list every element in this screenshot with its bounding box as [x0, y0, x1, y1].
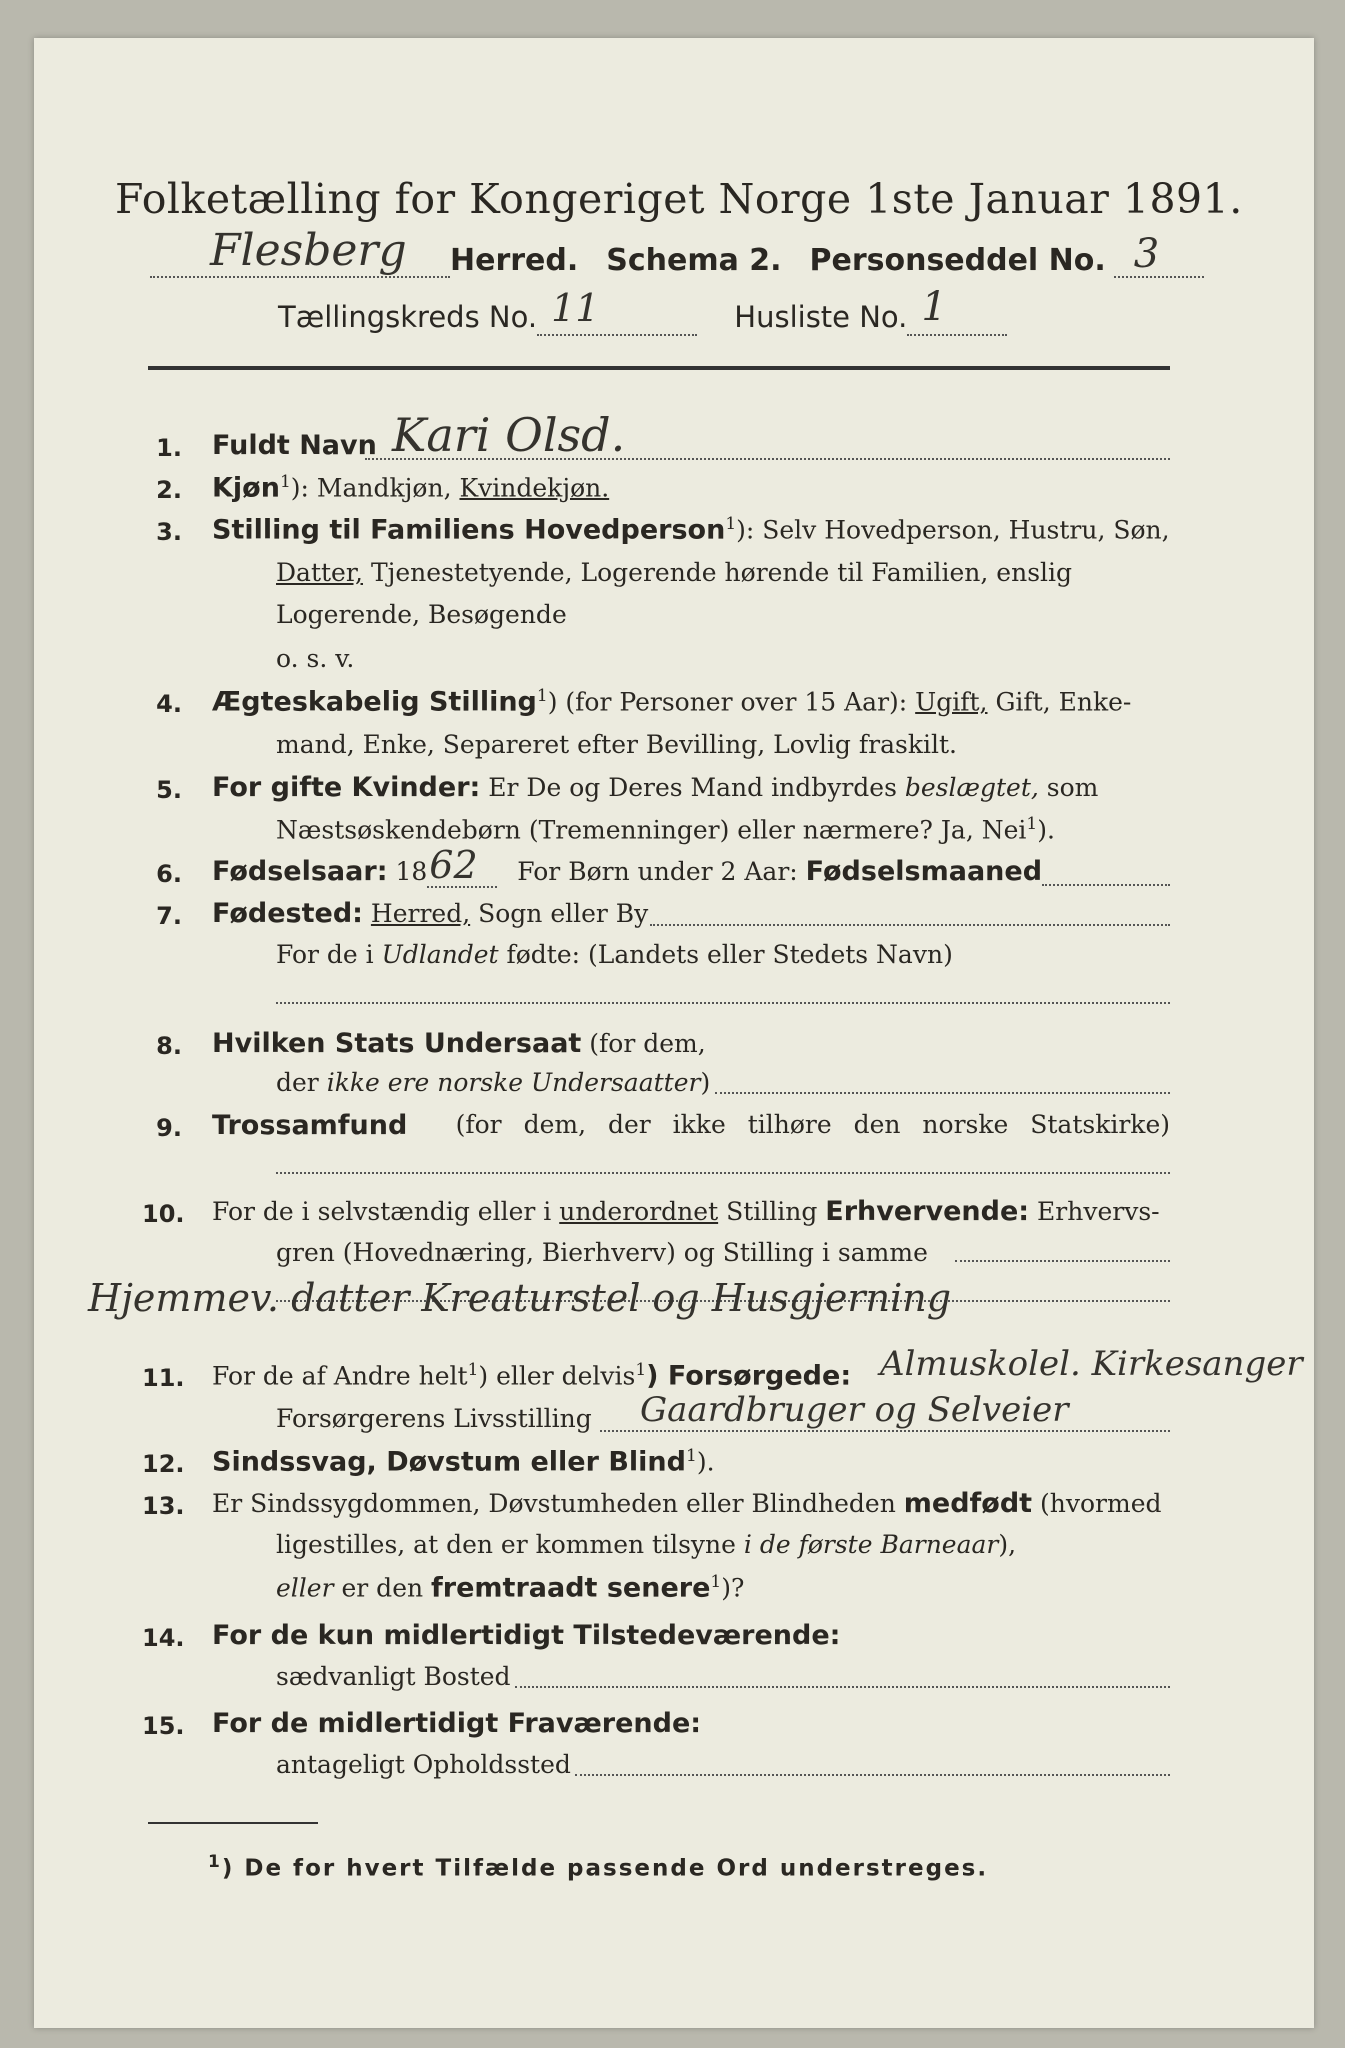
schema-label: Schema 2. — [606, 243, 782, 278]
q10-underordnet: underordnet — [559, 1197, 719, 1226]
husliste-handwritten: 1 — [921, 284, 947, 330]
q7-line2 — [276, 940, 953, 969]
q7-label: Fødested: — [212, 898, 363, 929]
husliste-field — [907, 284, 1007, 336]
q8-line2: der ikke ere norske Undersaatter) — [276, 1068, 711, 1097]
q15-line1 — [212, 1708, 701, 1739]
q4-label: Ægteskabelig Stilling — [212, 686, 537, 718]
q7-line2-b: fødte: (Landets eller Stedets Navn) — [498, 940, 953, 969]
q4-ugift: Ugift, — [915, 687, 988, 717]
taellingskreds-field — [537, 286, 697, 336]
q12-number: 12. — [142, 1450, 185, 1478]
q9-number: 9. — [156, 1114, 182, 1142]
q13-line1-end: (hvormed — [1032, 1489, 1162, 1518]
q10-line1-b: Stilling — [718, 1197, 818, 1226]
q5-label: For gifte Kvinder: — [212, 772, 481, 803]
q7-line3-field — [276, 1002, 1170, 1004]
q3-line3: Logerende, Besøgende — [276, 600, 567, 629]
q1-line — [212, 430, 377, 461]
q13-line1 — [212, 1488, 1162, 1519]
q10-handwritten: Hjemmev. datter Kreaturstel og Husgjerning — [88, 1276, 952, 1320]
header-herred-line — [150, 225, 1170, 278]
q14-field-line — [515, 1686, 1170, 1688]
q3-line4: o. s. v. — [276, 644, 355, 673]
q5-beslaegtet: beslægtet, — [904, 773, 1039, 802]
q8-number: 8. — [156, 1032, 182, 1060]
q11-forsorgede: ) Forsørgede: — [646, 1360, 852, 1392]
q13-line3-a: er den — [333, 1573, 424, 1603]
q2-text-a: ): Mandkjøn, — [290, 473, 452, 503]
q13-line2: ligestilles, at den er kommen tilsyne i de første Barneaar), — [276, 1530, 1017, 1559]
q2-number: 2. — [156, 476, 182, 504]
q6-fodselsmaaned: Fødselsmaaned — [805, 856, 1043, 887]
q10-erhvervende: Erhvervende: — [825, 1196, 1030, 1227]
q7-field-line — [650, 924, 1170, 926]
q6-year-field — [427, 843, 497, 888]
q15-label: For de midlertidigt Fraværende: — [212, 1708, 702, 1739]
q6-number: 6. — [156, 860, 182, 888]
q11-handwritten-2: Gaardbruger og Selveier — [640, 1390, 1069, 1430]
q7-line1-rest: Sogn eller By — [470, 899, 649, 928]
q12-label: Sindssvag, Døvstum eller Blind — [212, 1446, 686, 1478]
q6-rest: For Børn under 2 Aar: — [517, 857, 798, 886]
footnote-rule — [148, 1822, 318, 1824]
q4-number: 4. — [156, 690, 182, 718]
q9-field-line — [276, 1172, 1170, 1174]
q1-handwritten: Kari Olsd. — [392, 408, 626, 462]
q4-line1: Ægteskabelig Stilling$^1$) (for Personer over 15 Aar): Ugift, Gift, Enke- — [212, 686, 1132, 718]
q9-line — [212, 1110, 1170, 1141]
q9-label: Trossamfund — [212, 1110, 408, 1141]
q13-eller: eller — [276, 1573, 334, 1603]
q11-line1: For de af Andre helt$^1$) eller delvis$^1$) Forsørgede: — [212, 1360, 852, 1392]
q5-number: 5. — [156, 776, 182, 804]
q3-number: 3. — [156, 518, 182, 546]
q11-handwritten-1: Almuskolel. Kirkesanger — [880, 1344, 1303, 1384]
q12-line: Sindssvag, Døvstum eller Blind$^1$). — [212, 1446, 715, 1478]
q15-field-line — [575, 1774, 1170, 1776]
q8-undersaatter: ikke ere norske Undersaatter — [326, 1068, 701, 1097]
footnote-text: ) De for hvert Tilfælde passende Ord understreges. — [221, 1855, 989, 1882]
q13-line2-a: ligestilles, at den er kommen tilsyne — [276, 1530, 736, 1559]
personseddel-field — [1114, 231, 1204, 278]
q10-field-line — [955, 1260, 1170, 1262]
q13-line1-a: Er Sindssygdommen, Døvstumheden eller Blindheden — [212, 1489, 896, 1518]
q13-fremtraadt-senere: fremtraadt senere — [431, 1572, 711, 1604]
q13-medfodt: medfødt — [903, 1488, 1033, 1519]
q5-line2: Næstsøskendebørn (Tremenninger) eller nærmere? Ja, Nei$^1$). — [276, 814, 1055, 845]
q11-line1-b: ) eller delvis — [478, 1361, 636, 1391]
q2-label: Kjøn — [212, 472, 280, 504]
q8-line2-a: der — [276, 1068, 319, 1097]
q10-number: 10. — [142, 1200, 185, 1228]
q11-line1-a: For de af Andre helt — [212, 1361, 468, 1391]
q5-line1-rest: Er De og Deres Mand indbyrdes — [480, 773, 897, 802]
q4-line1-rest: ) (for Personer over 15 Aar): — [547, 687, 908, 717]
q3-label: Stilling til Familiens Hovedperson — [212, 514, 726, 546]
q8-line1-rest: (for dem, — [581, 1029, 706, 1058]
personseddel-label: Personseddel No. — [809, 243, 1106, 278]
q3-line2 — [276, 558, 1072, 587]
q10-line1 — [212, 1196, 1160, 1227]
q2-line — [212, 472, 609, 503]
q6-label: Fødselsaar: — [212, 856, 388, 887]
q11-number: 11. — [142, 1364, 185, 1392]
q13-line3: eller er den fremtraadt senere$^1$)? — [276, 1572, 745, 1604]
q10-line1-end: Erhvervs- — [1029, 1197, 1160, 1226]
q13-forste-barneaar: i de første Barneaar — [743, 1530, 999, 1559]
q14-line2: sædvanligt Bosted — [276, 1662, 511, 1691]
page-title: Folketælling for Kongeriget Norge 1ste Januar 1891. — [115, 175, 1243, 223]
q5-line1 — [212, 772, 1098, 803]
taellingskreds-handwritten: 11 — [551, 286, 600, 330]
herred-handwritten: Flesberg — [210, 225, 407, 276]
q7-herred: Herred, — [370, 899, 471, 928]
q4-line1-end: Gift, Enke- — [987, 687, 1132, 717]
q1-label: Fuldt Navn — [212, 430, 377, 461]
personseddel-handwritten: 3 — [1133, 231, 1160, 277]
q6-field-line — [1042, 884, 1170, 886]
q7-udlandet: Udlandet — [381, 940, 499, 969]
q7-line1 — [212, 898, 648, 929]
q15-number: 15. — [142, 1712, 185, 1740]
q3-line1-rest: ): Selv Hovedperson, Hustru, Søn, — [736, 515, 1170, 545]
footnote — [208, 1852, 988, 1882]
herred-field — [150, 225, 450, 278]
q3-line2-rest: Tjenestetyende, Logerende hørende til Familien, enslig — [363, 558, 1073, 587]
q3-datter: Datter, — [276, 558, 363, 587]
q8-field-line — [715, 1092, 1170, 1094]
q4-line2: mand, Enke, Separeret efter Bevilling, Lovlig fraskilt. — [276, 730, 957, 759]
q6-year-prefix: 18 — [395, 857, 428, 886]
q2-kvindekjon: Kvindekjøn. — [459, 473, 610, 503]
q14-label: For de kun midlertidigt Tilstedeværende: — [212, 1620, 841, 1651]
q11-field-line — [600, 1430, 1170, 1432]
q2-footnote-mark: 1 — [279, 472, 291, 492]
herred-label: Herred. — [450, 243, 579, 278]
header-taellingskreds-line — [278, 284, 1007, 336]
header-rule — [148, 366, 1170, 370]
husliste-label: Husliste No. — [734, 300, 908, 334]
q6-line — [212, 843, 1043, 888]
q1-number: 1. — [156, 434, 182, 462]
q8-line1 — [212, 1028, 706, 1059]
q7-number: 7. — [156, 902, 182, 930]
q7-line2-a: For de i — [276, 940, 374, 969]
q5-line1-end: som — [1038, 773, 1099, 802]
q10-line2: gren (Hovednæring, Bierhverv) og Stilling i samme — [276, 1238, 928, 1267]
q8-label: Hvilken Stats Undersaat — [212, 1028, 582, 1059]
q3-line1: Stilling til Familiens Hovedperson$^1$): Selv Hovedperson, Hustru, Søn, — [212, 514, 1170, 546]
q11-line2: Forsørgerens Livsstilling — [276, 1404, 592, 1433]
q14-number: 14. — [142, 1624, 185, 1652]
q15-line2: antageligt Opholdssted — [276, 1750, 571, 1779]
footnote-mark: 1 — [208, 1852, 222, 1872]
q6-year-handwritten: 62 — [429, 843, 478, 887]
taellingskreds-label: Tællingskreds No. — [278, 300, 538, 334]
q9-rest: (for dem, der ikke tilhøre den norske Statskirke) — [455, 1110, 1170, 1139]
q14-line1 — [212, 1620, 840, 1651]
q13-number: 13. — [142, 1492, 185, 1520]
q10-line1-a: For de i selvstændig eller i — [212, 1197, 552, 1226]
q5-line2-text: Næstsøskendebørn (Tremenninger) eller nærmere? Ja, Nei — [276, 815, 1027, 845]
